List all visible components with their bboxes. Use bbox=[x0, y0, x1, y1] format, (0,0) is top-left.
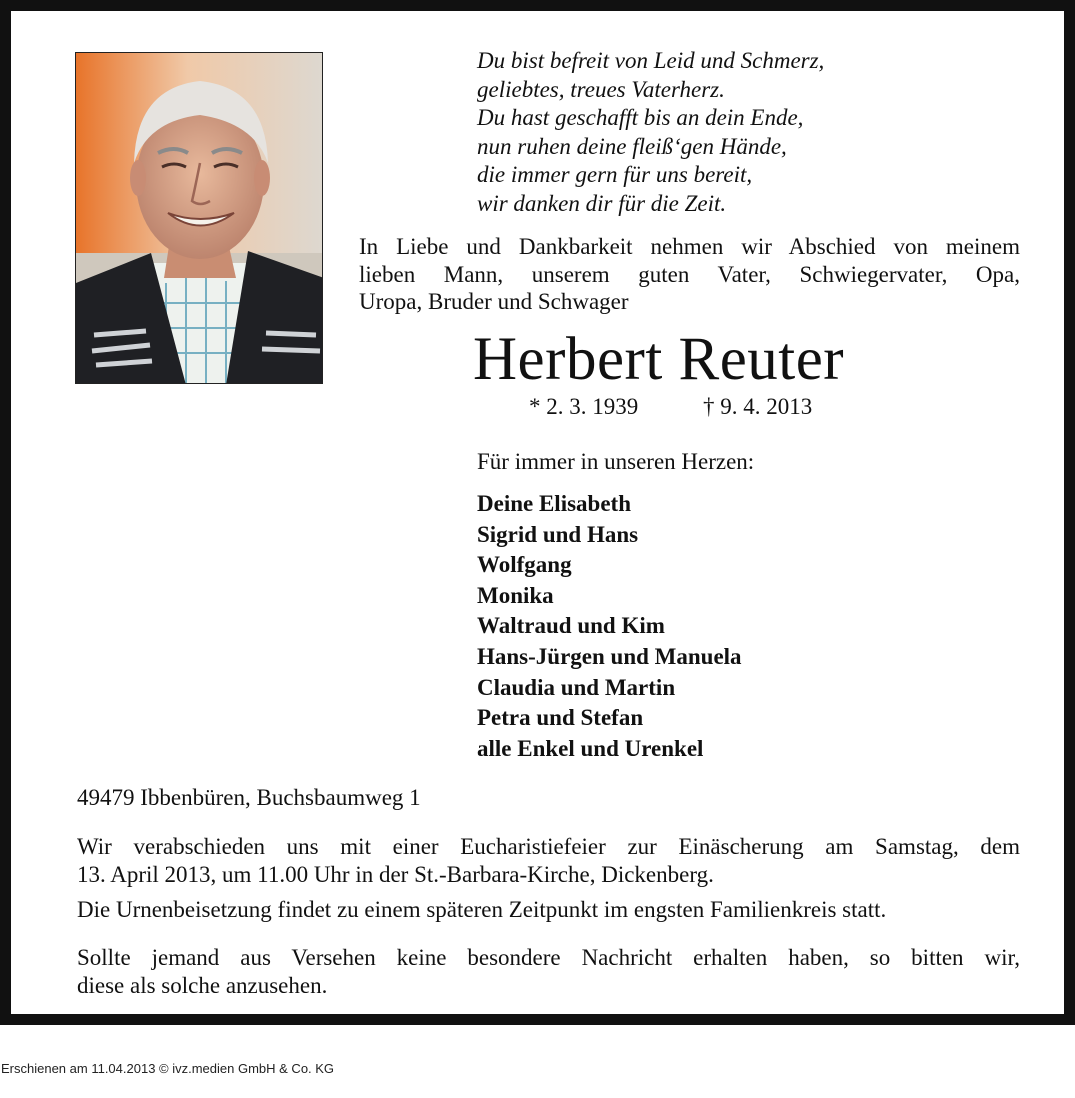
notice-line: diese als solche anzusehen. bbox=[77, 972, 328, 998]
poem bbox=[477, 47, 1037, 218]
burial-line: Die Urnenbeisetzung findet zu einem späteren Zeitpunkt im engsten Familienkreis statt. bbox=[77, 897, 887, 922]
intro-line: Uropa, Bruder und Schwager bbox=[359, 289, 629, 314]
deceased-name: Herbert Reuter bbox=[473, 326, 845, 393]
mourner-entry: alle Enkel und Urenkel bbox=[477, 735, 704, 761]
intro-text bbox=[359, 233, 1020, 316]
birth-date: * 2. 3. 1939 bbox=[529, 394, 639, 419]
service-line: Wir verabschieden uns mit einer Eucharistiefeier zur Einäscherung am Samstag, dem bbox=[77, 834, 1020, 859]
intro-line: In Liebe und Dankbarkeit nehmen wir Abschied von meinem bbox=[359, 234, 1020, 259]
death-date: † 9. 4. 2013 bbox=[703, 394, 813, 419]
mourner-entry: Claudia und Martin bbox=[477, 674, 676, 700]
notice-paragraph bbox=[77, 944, 1020, 999]
portrait-photo bbox=[75, 52, 323, 384]
mourner-entry: Sigrid und Hans bbox=[477, 521, 639, 547]
poem-line: Du bist befreit von Leid und Schmerz, bbox=[477, 48, 825, 73]
notice-line: Sollte jemand aus Versehen keine besondere Nachricht erhalten haben, so bitten wir, bbox=[77, 945, 1020, 970]
poem-line: Du hast geschafft bis an dein Ende, bbox=[477, 105, 804, 130]
publication-footer: Erschienen am 11.04.2013 © ivz.medien GmbH & Co. KG bbox=[1, 1061, 335, 1076]
mourner-entry: Monika bbox=[477, 582, 554, 608]
service-line: 13. April 2013, um 11.00 Uhr in der St.-Barbara-Kirche, Dickenberg. bbox=[77, 861, 714, 887]
service-paragraph bbox=[77, 833, 1020, 888]
mourner-entry: Deine Elisabeth bbox=[477, 491, 631, 516]
mourner-entry: Waltraud und Kim bbox=[477, 613, 665, 639]
mourners-list bbox=[477, 489, 742, 764]
burial-paragraph bbox=[77, 896, 1020, 924]
poem-line: die immer gern für uns bereit, bbox=[477, 162, 753, 187]
mourner-entry: Petra und Stefan bbox=[477, 705, 644, 731]
address: 49479 Ibbenbüren, Buchsbaumweg 1 bbox=[77, 785, 421, 810]
poem-line: wir danken dir für die Zeit. bbox=[477, 190, 727, 216]
poem-line: geliebtes, treues Vaterherz. bbox=[477, 76, 725, 102]
intro-line: lieben Mann, unserem guten Vater, Schwiegervater, Opa, bbox=[359, 261, 1020, 287]
mourner-entry: Hans-Jürgen und Manuela bbox=[477, 643, 742, 669]
forever-line: Für immer in unseren Herzen: bbox=[477, 449, 755, 474]
poem-line: nun ruhen deine fleiß‘gen Hände, bbox=[477, 133, 787, 159]
mourner-entry: Wolfgang bbox=[477, 552, 572, 578]
